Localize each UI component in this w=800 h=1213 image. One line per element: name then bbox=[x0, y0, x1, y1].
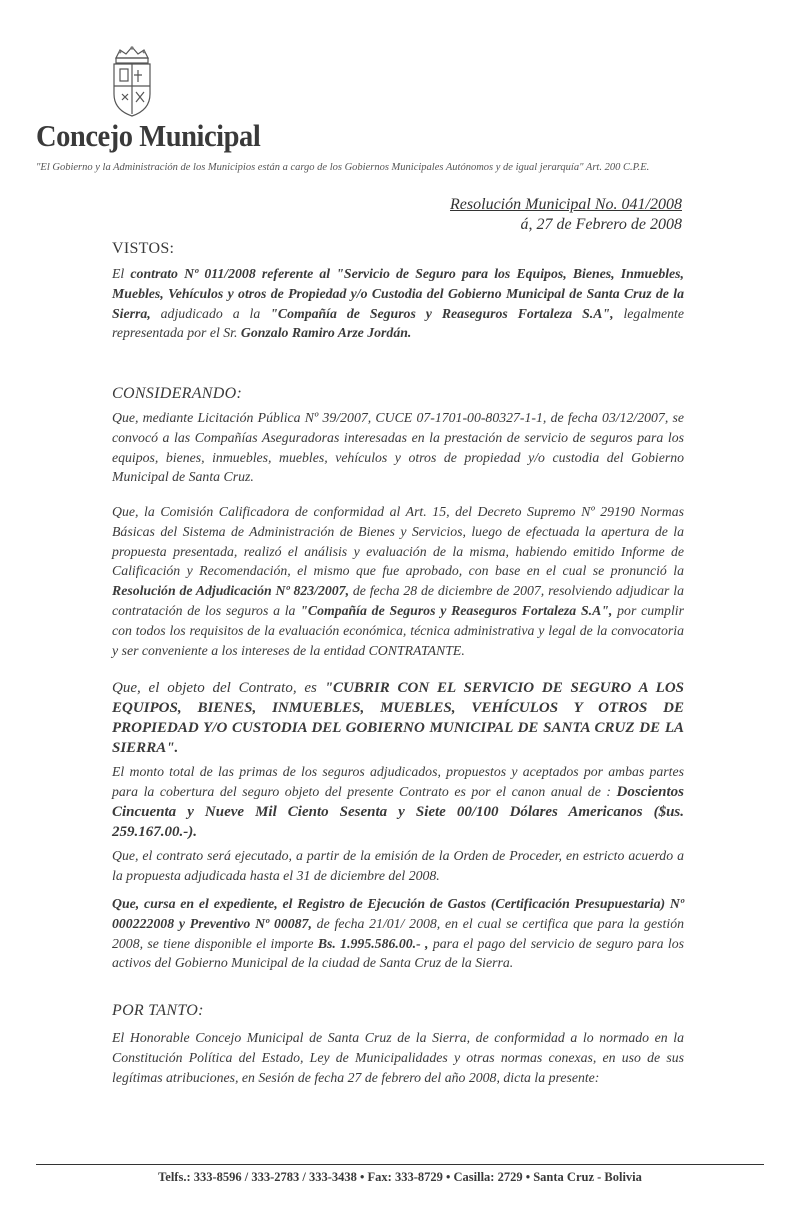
section-heading-portanto: POR TANTO: bbox=[112, 1002, 204, 1019]
org-name: Concejo Municipal bbox=[36, 118, 261, 153]
paragraph-comision: Que, la Comisión Calificadora de conformidad al Art. 15, del Decreto Supremo Nº 29190 Normas Básicas del Sistema de Administración de Bienes y Servicios, luego de efectuada la apertura de la propuesta presentada, realizó el análisis y evaluación de la misma, habiendo emitido Informe de Calificación y Recomendación, el mismo que fue aprobado, con base en el cual se pronunció la Resolución de Adjudicación Nº 823/2007, de fecha 28 de diciembre de 2007, resolviendo adjudicar la contratación de los seguros a la "Compañía de Seguros y Reaseguros Fortaleza S.A", por cumplir con todos los requisitos de la evaluación económica, técnica administrativa y legal de la convocatoria y ser conveniente a los intereses de la entidad CONTRATANTE. bbox=[112, 504, 684, 658]
paragraph-ejecucion: Que, el contrato será ejecutado, a partir de la emisión de la Orden de Proceder, en estricto acuerdo a la propuesta adjudicada hasta el 31 de diciembre del 2008. bbox=[112, 848, 684, 883]
section-heading-considerando: CONSIDERANDO: bbox=[112, 385, 243, 402]
paragraph-objeto: Que, el objeto del Contrato, es "CUBRIR CON EL SERVICIO DE SEGURO A LOS EQUIPOS, BIENES, INMUEBLES, MUEBLES, VEHÍCULOS Y OTROS DE PROPIEDAD Y/O CUSTODIA DEL GOBIERNO MUNICIPAL DE SANTA CRUZ DE LA SIERRA". bbox=[112, 680, 684, 756]
paragraph-registro: Que, cursa en el expediente, el Registro de Ejecución de Gastos (Certificación Presupuestaria) Nº 000222008 y Preventivo Nº 00087, de fecha 21/01/ 2008, en el cual se certifica que para la gestión 2008, se tiene disponible el importe Bs. 1.995.586.00.- , para el pago del servicio de seguro para los activos del Gobierno Municipal de la ciudad de Santa Cruz de la Sierra. bbox=[112, 896, 685, 971]
paragraph-licitacion: Que, mediante Licitación Pública Nº 39/2007, CUCE 07-1701-00-80327-1-1, de fecha 03/12/2007, se convocó a las Compañías Aseguradoras interesadas en la prestación de servicio de seguros para los equipos, bienes, inmuebles, muebles, vehículos y otros de propiedad y/o custodia del Gobierno Municipal de Santa Cruz. bbox=[112, 410, 684, 485]
resolution-date: á, 27 de Febrero de 2008 bbox=[520, 216, 682, 233]
footer-divider bbox=[36, 1164, 764, 1165]
paragraph-monto: El monto total de las primas de los seguros adjudicados, propuestos y aceptados por ambas partes para la cobertura del seguro objeto del presente Contrato es por el canon anual de : Doscientos Cincuenta y Nueve Mil Ciento Sesenta y Siete 00/100 Dólares Americanos ($us. 259.167.00.-). bbox=[112, 764, 684, 840]
resolution-title: Resolución Municipal No. 041/2008 bbox=[450, 196, 682, 213]
paragraph-vistos: El contrato Nº 011/2008 referente al "Servicio de Seguro para los Equipos, Bienes, Inmuebles, Muebles, Vehículos y otros de Propiedad y/o Custodia del Gobierno Municipal de Santa Cruz de la Sierra, adjudicado a la "Compañía de Seguros y Reaseguros Fortaleza S.A", legalmente representada por el Sr. Gonzalo Ramiro Arze Jordán. bbox=[112, 266, 685, 341]
paragraph-concejo: El Honorable Concejo Municipal de Santa Cruz de la Sierra, de conformidad a lo normado en la Constitución Política del Estado, Ley de Municipalidades y otras normas conexas, en uso de sus legítimas atribuciones, en Sesión de fecha 27 de febrero del año 2008, dicta la presente: bbox=[112, 1030, 684, 1085]
motto-text: "El Gobierno y la Administración de los Municipios están a cargo de los Gobiernos Municipales Autónomos y de igual jerarquía" Art. 200 C.P.E. bbox=[36, 162, 650, 173]
footer-contact: Telfs.: 333-8596 / 333-2783 / 333-3438 • Fax: 333-8729 • Casilla: 2729 • Santa Cruz - Bolivia bbox=[158, 1170, 642, 1184]
section-heading-vistos: VISTOS: bbox=[112, 240, 175, 257]
